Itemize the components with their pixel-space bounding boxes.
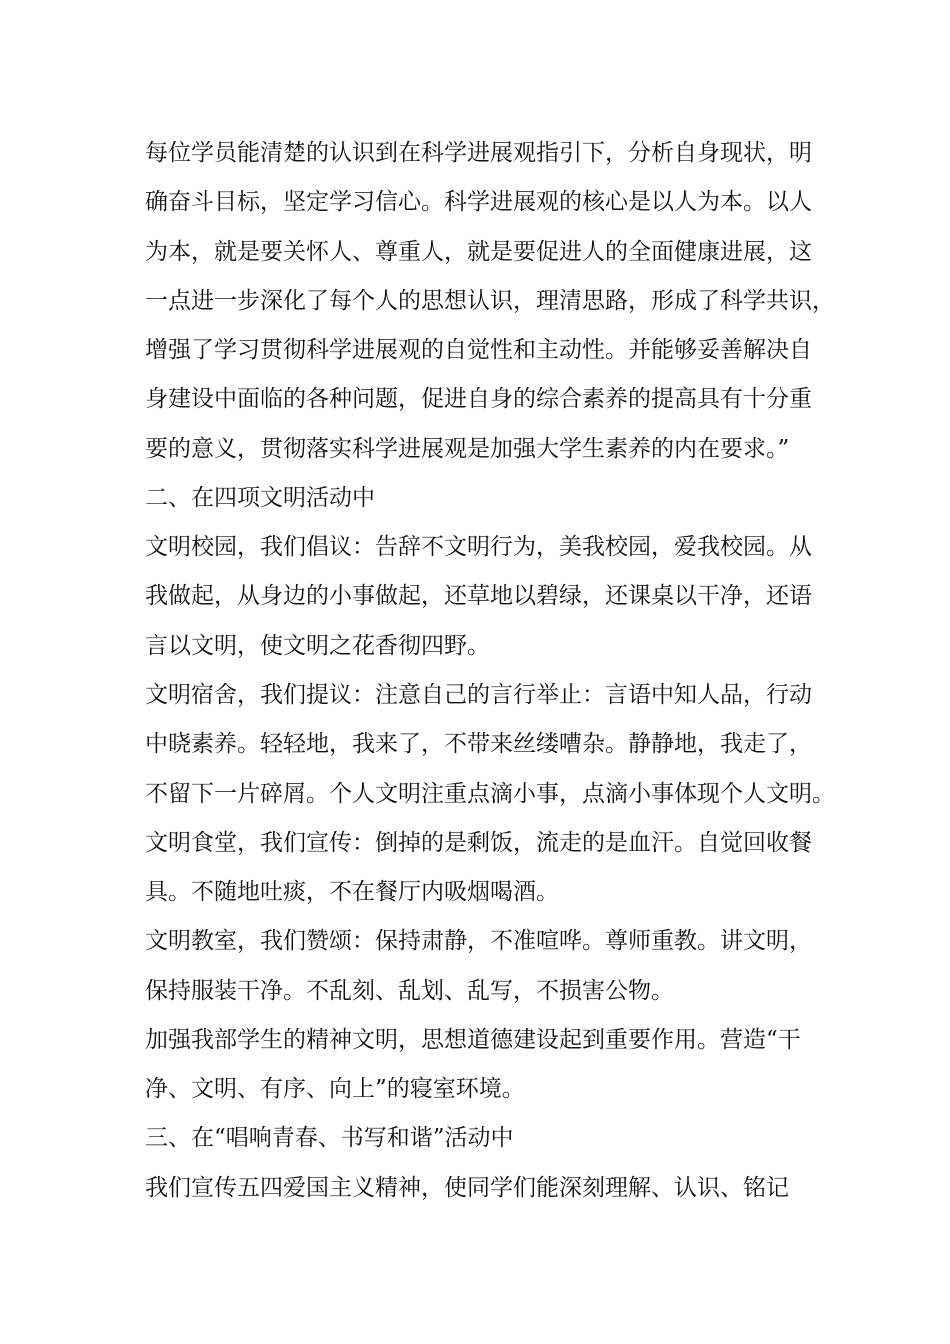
text-line: 我们宣传五四爱国主义精神，使同学们能深刻理解、认识、铭记 (145, 1175, 789, 1201)
section-heading: 二、在四项文明活动中 (145, 485, 375, 511)
text-line: 我做起，从身边的小事做起，还草地以碧绿，还课桌以干净，还语 (145, 583, 812, 609)
text-line: 中晓素养。轻轻地，我来了，不带来丝缕嘈杂。静静地，我走了， (145, 731, 812, 757)
text-line: 言以文明，使文明之花香彻四野。 (145, 633, 490, 659)
text-line: 身建设中面临的各种问题，促进自身的综合素养的提高具有十分重 (145, 386, 812, 412)
text-line: 增强了学习贯彻科学进展观的自觉性和主动性。并能够妥善解决自 (145, 337, 812, 363)
text-line: 文明食堂，我们宣传：倒掉的是剩饭，流走的是血汗。自觉回收餐 (145, 830, 812, 856)
text-line: 每位学员能清楚的认识到在科学进展观指引下，分析自身现状，明 (145, 140, 812, 166)
text-line: 不留下一片碎屑。个人文明注重点滴小事，点滴小事体现个人文明。 (145, 781, 835, 807)
text-line: 净、文明、有序、向上”的寝室环境。 (145, 1076, 525, 1102)
text-line: 一点进一步深化了每个人的思想认识，理清思路，形成了科学共识， (145, 288, 835, 314)
text-line: 文明校园，我们倡议：告辞不文明行为，美我校园，爱我校园。从 (145, 534, 812, 560)
text-line: 保持服装干净。不乱刻、乱划、乱写，不损害公物。 (145, 978, 674, 1004)
text-line: 文明教室，我们赞颂：保持肃静，不准喧哗。尊师重教。讲文明， (145, 928, 812, 954)
text-line: 加强我部学生的精神文明，思想道德建设起到重要作用。营造“干 (145, 1027, 801, 1053)
text-line: 文明宿舍，我们提议：注意自己的言行举止：言语中知人品，行动 (145, 682, 812, 708)
text-line: 确奋斗目标，坚定学习信心。科学进展观的核心是以人为本。以人 (145, 189, 812, 215)
text-line: 具。不随地吐痰，不在餐厅内吸烟喝酒。 (145, 879, 559, 905)
section-heading: 三、在“唱响青春、书写和谐”活动中 (145, 1125, 514, 1151)
text-line: 为本，就是要关怀人、尊重人，就是要促进人的全面健康进展，这 (145, 239, 812, 265)
text-line: 要的意义，贯彻落实科学进展观是加强大学生素养的内在要求。” (145, 436, 790, 462)
